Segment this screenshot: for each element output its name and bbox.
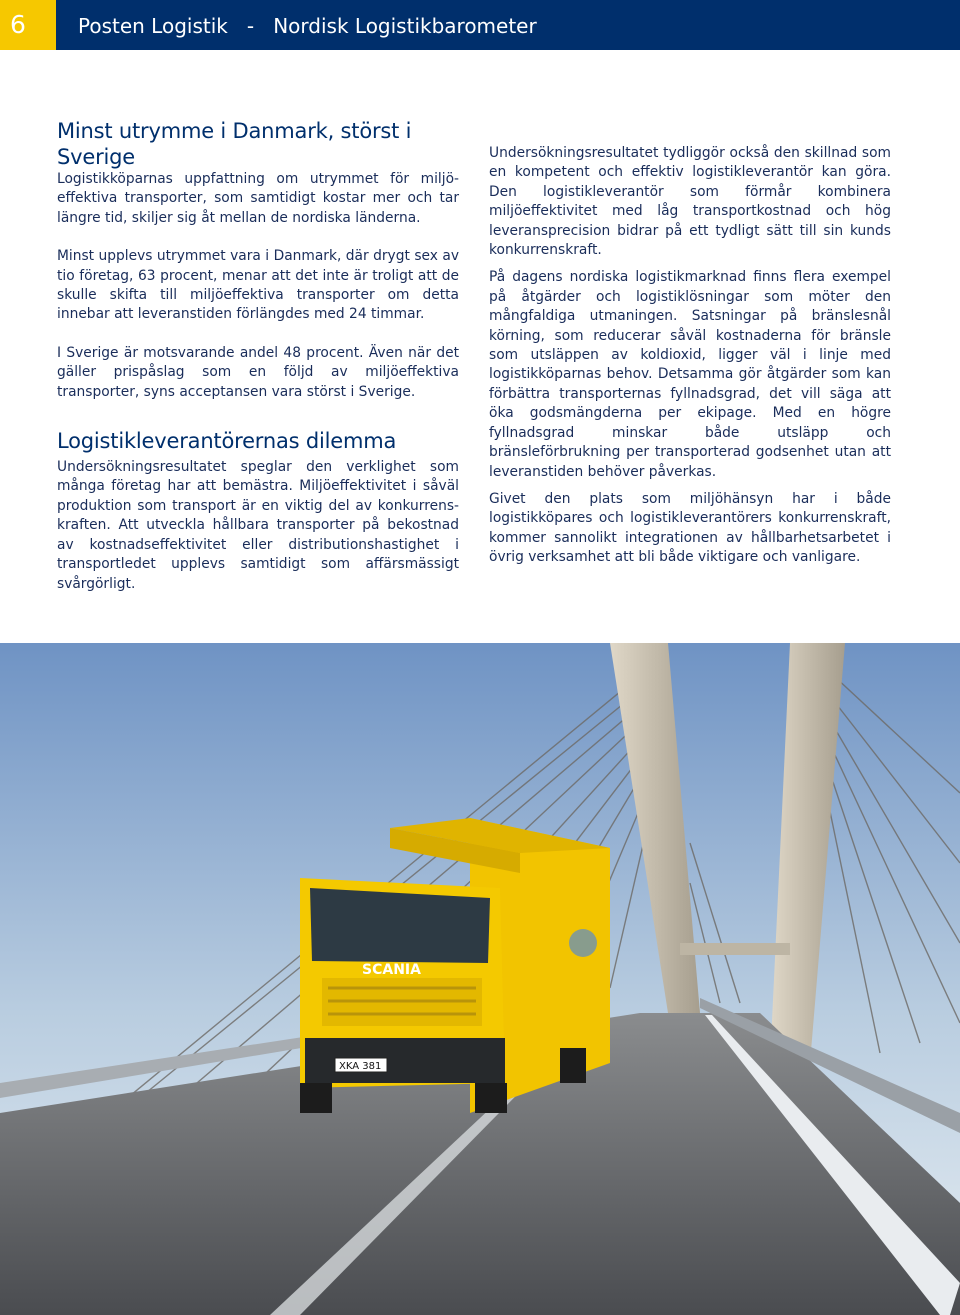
paragraph-denmark: Minst upplevs utrymmet vara i Danmark, där drygt sex av tio företag, 63 procent, menar att det inte är troligt att de skulle skifta till miljöeffektiva transporter om detta innebar att leveranstiden förlängdes med 24 timmar. — [57, 248, 459, 323]
paragraph-conclusion: Givet den plats som miljöhänsyn har i både logistikköpares och logistikleverantörers konkurrenskraft, kommer sannolikt integrationen av hållbarhetsarbetet i övrig verksamhet att bli både viktigare och vanligare. — [489, 490, 891, 566]
left-column — [57, 118, 459, 594]
intro-paragraph: Logistikköparnas uppfattning om utrymmet för miljöeffektiva transporter, som samtidigt kostar mer och tar längre tid, skiljer sig åt mellan de nordiska länderna. — [57, 171, 459, 226]
truck-brand: SCANIA — [362, 962, 421, 978]
header-title: Posten Logistik - Nordisk Logistikbarometer — [78, 14, 537, 38]
right-column — [489, 144, 891, 568]
pylon-crossbeam — [680, 943, 790, 955]
paragraph-market: På dagens nordiska logistikmarknad finns flera exempel på åtgärder och logistiklösningar som möter den mångfaldiga utmaningen. Satsningar på bränslesnål körning, som reducerar såväl kostnaderna för bränsle som utsläppen av koldioxid, ligger väl i linje med logistikköparnas behov. Detsamma gör åtgärder som kan förbättra transporternas fyllnadsgrad, det vill säga att öka godsmängderna per ekipage. Med en högre fyllnadsgrad minskar både utsläpp och bränsleförbrukning per transporterad godsenhet utan att leveranstiden behöver påverkas. — [489, 269, 891, 480]
bridge-truck-photo — [0, 643, 960, 1315]
photo-illustration — [0, 643, 960, 1315]
page-header — [0, 0, 960, 50]
paragraph-sweden: I Sverige är motsvarande andel 48 procent. Även när det gäller prispåslag som en följd av miljöeffektiva transporter, syns acceptansen vara störst i Sverige. — [57, 344, 459, 400]
paragraph-competence: Undersökningsresultatet tydliggör också den skillnad som en kompetent och effektiv logistikleverantör kan göra. Den logistikleverantör som förmår kombinera miljöeffektivitet med låg transportkostnad och hög leveransprecision bidrar på ett tydligt sätt till sin kunds konkurrenskraft. — [489, 145, 891, 259]
windshield — [310, 888, 490, 963]
paragraph-dilemma: Undersökningsresultatet speglar den verklighet som många företag har att bemästra. Miljöeffektivitet i såväl produktion som transport är en viktig del av konkurrenskraften. Att utveckla hållbara transporter på bekostnad av kostnadseffektivitet eller distributionshastighet i transportledet upplevs samtidigt som affärsmässigt svårgörligt. — [57, 459, 459, 592]
section-heading-denmark: Minst utrymme i Danmark, störst i Sverige — [57, 119, 412, 169]
page-number: 6 — [0, 0, 56, 50]
plate-text: XKA 381 — [339, 1061, 382, 1072]
section-heading-dilemma: Logistikleverantörernas dilemma — [57, 429, 397, 454]
